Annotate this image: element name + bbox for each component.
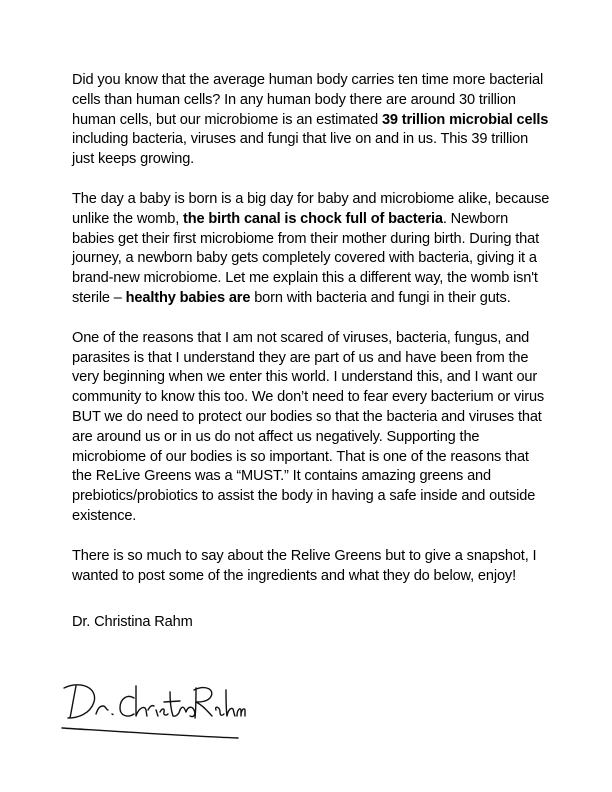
handwritten-signature — [56, 676, 246, 746]
paragraph-4 — [72, 547, 552, 587]
paragraph-3-segment-1: One of the reasons that I am not scared of viruses, bacteria, fungus, and parasites is that I understand they are part of us and have been from the very beginning when we enter this world. I understand this, and I want our community to know this too. We don’t need to fear every bacterium or virus BUT we do need to protect our bodies so that the bacteria and viruses that are around us or in us do not affect us negatively. Supporting the microbiome of our bodies is so important. That is one of the reasons that the ReLive Greens was a “MUST.” It contains amazing greens and prebiotics/probiotics to assist the body in having a safe inside and outside existence. — [72, 329, 545, 524]
paragraph-1 — [72, 71, 552, 170]
paragraph-1-segment-3: including bacteria, viruses and fungi that live on and in us. This 39 trillion just keeps growing. — [72, 131, 529, 168]
author-name: Dr. Christina Rahm — [72, 614, 193, 631]
paragraph-2-segment-3: . Newborn babies get their first microbiome from their mother during birth. During that journey, a newborn baby gets completely covered with bacteria, giving it a brand-new microbiome. Let me explain this a different way, the womb isn't sterile – — [72, 210, 540, 306]
paragraph-1-bold-39-trillion: 39 trillion microbial cells — [381, 111, 549, 128]
paragraph-1-segment-1: Did you know that the average human body carries ten time more bacterial cells than human cells? In any human body there are around 30 trillion human cells, but our microbiome is an estimated — [72, 72, 544, 128]
paragraph-3 — [72, 329, 552, 527]
paragraph-2-segment-5: born with bacteria and fungi in their guts. — [250, 289, 511, 306]
paragraph-2-bold-birth-canal: the birth canal is chock full of bacteria — [183, 210, 443, 227]
paragraph-2-segment-1: The day a baby is born is a big day for baby and microbiome alike, because unlike the womb, — [72, 190, 550, 227]
paragraph-2-bold-healthy-babies: healthy babies are — [125, 289, 251, 306]
paragraph-4-segment-1: There is so much to say about the Relive Greens but to give a snapshot, I wanted to post some of the ingredients and what they do below, enjoy! — [72, 547, 537, 584]
letter-body — [72, 71, 552, 633]
paragraph-2 — [72, 190, 552, 309]
